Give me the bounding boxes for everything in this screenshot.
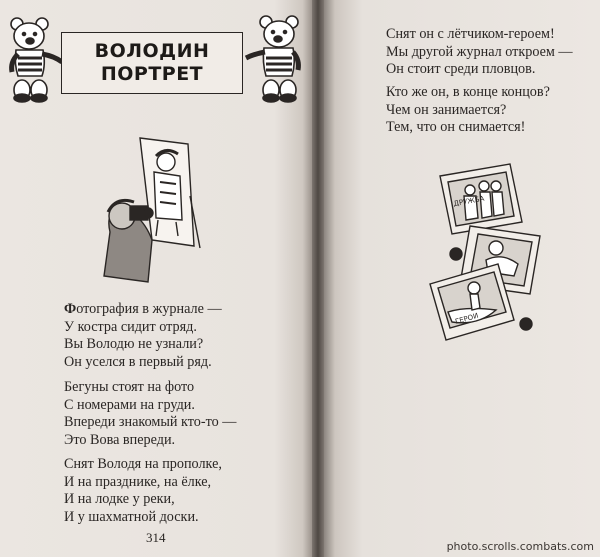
right-stanza-1 [386, 26, 573, 79]
verse-line: Чем он занимается? [386, 101, 507, 118]
poem-title-line-2: ПОРТРЕТ [100, 63, 204, 85]
verse-line: Это Вова впереди. [64, 431, 176, 448]
photographer-illustration [96, 136, 212, 284]
verse-line: Он стоит среди пловцов. [386, 61, 536, 78]
left-stanza-1 [64, 301, 222, 371]
banner-text: ДРУЖБА [452, 194, 485, 208]
photo-sign-text: ГЕРОИ [454, 311, 480, 326]
verse-initial-letter: Ф [64, 301, 77, 317]
poem-title-line-1: ВОЛОДИН [94, 40, 210, 62]
right-stanza-2 [386, 84, 550, 137]
verse-line: Мы другой журнал откроем — [386, 43, 573, 60]
verse-line: И на лодке у реки, [64, 491, 175, 508]
photos-stack-illustration [426, 160, 544, 360]
bear-right-illustration [242, 12, 304, 104]
verse-line: Он уселся в первый ряд. [64, 353, 212, 370]
verse-line: Вы Володю не узнали? [64, 336, 204, 353]
verse-line: И у шахматной доски. [64, 508, 199, 525]
verse-line: Тем, что он снимается! [386, 119, 526, 136]
verse-line: У костра сидит отряд. [64, 318, 197, 335]
poem-title [61, 32, 243, 94]
left-stanza-3 [64, 456, 222, 526]
verse-line: И на празднике, на ёлке, [64, 473, 212, 490]
book-gutter [312, 0, 324, 557]
verse-line: Кто же он, в конце концов? [386, 84, 550, 100]
verse-line: Фотография в журнале — [64, 301, 222, 317]
verse-line: Бегуны стоят на фото [64, 379, 195, 395]
page-number: 314 [146, 530, 166, 545]
verse-line: Снят Володя на прополке, [64, 456, 222, 472]
verse-line: Впереди знакомый кто-то — [64, 414, 237, 431]
verse-line: С номерами на груди. [64, 396, 195, 413]
bear-left-illustration [6, 14, 64, 104]
verse-line: Снят он с лётчиком-героем! [386, 26, 555, 42]
watermark-text: photo.scrolls.combats.com [446, 540, 594, 553]
left-stanza-2 [64, 379, 236, 449]
